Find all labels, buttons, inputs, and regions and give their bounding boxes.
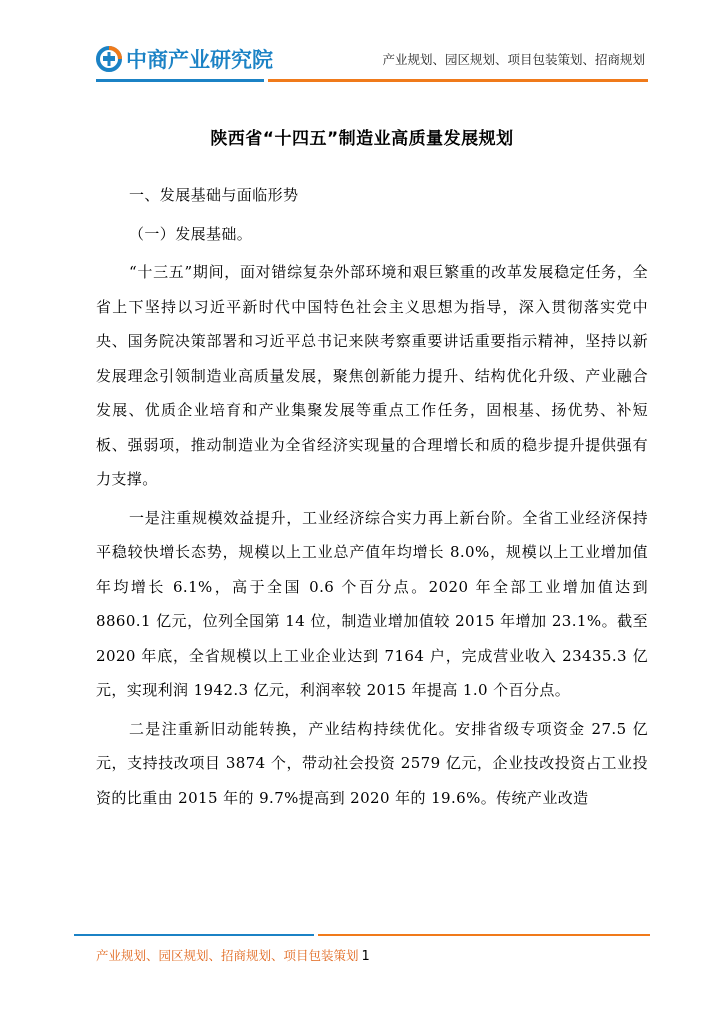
page-footer xyxy=(96,946,370,964)
footer-tagline: 产业规划、园区规划、招商规划、项目包装策划 xyxy=(96,948,359,963)
header-rule-orange xyxy=(268,79,648,82)
document-content xyxy=(96,178,648,819)
page-header xyxy=(0,0,724,90)
paragraph-scale-efficiency: 一是注重规模效益提升，工业经济综合实力再上新台阶。全省工业经济保持平稳较快增长态势，规模以上工业总产值年均增长 8.0%，规模以上工业增加值年均增长 6.1%，高于全国 0.6 个百分点。2020 年全部工业增加值达到 8860.1 亿元，位列全国第 14 位，制造业增加值较 2015 年增加 23.1%。截至 2020 年底，全省规模以上工业企业达到 7164 户，完成营业收入 23435.3 亿元，实现利润 1942.3 亿元，利润率较 2015 年提高 1.0 个百分点。 xyxy=(96,508,648,699)
footer-rule-orange xyxy=(318,934,650,936)
brand-logo xyxy=(96,44,273,74)
paragraph-intro: “十三五”期间，面对错综复杂外部环境和艰巨繁重的改革发展稳定任务，全省上下坚持以习近平新时代中国特色社会主义思想为指导，深入贯彻落实党中央、国务院决策部署和习近平总书记来陕考察重要讲话重要指示精神，坚持以新发展理念引领制造业高质量发展，聚焦创新能力提升、结构优化升级、产业融合发展、优质企业培育和产业集聚发展等重点工作任务，固根基、扬优势、补短板、强弱项，推动制造业为全省经济实现量的合理增长和质的稳步提升提供强有力支撑。 xyxy=(96,263,648,488)
page-number: 1 xyxy=(361,949,370,964)
subsection-heading: （一）发展基础。 xyxy=(129,224,253,243)
logo-mark-icon xyxy=(96,46,122,72)
section-heading: 一、发展基础与面临形势 xyxy=(129,186,299,204)
footer-rule-blue xyxy=(74,934,314,936)
paragraph-structure: 二是注重新旧动能转换，产业结构持续优化。安排省级专项资金 27.5 亿元，支持技改项目 3874 个，带动社会投资 2579 亿元，企业技改投资占工业投资的比重由 2015 年的 9.7%提高到 2020 年的 19.6%。传统产业改造 xyxy=(96,719,648,807)
header-rule-blue xyxy=(96,79,264,82)
logo-text: 中商产业研究院 xyxy=(126,48,273,72)
header-tagline: 产业规划、园区规划、项目包装策划、招商规划 xyxy=(382,52,645,67)
document-title: 陕西省“十四五”制造业高质量发展规划 xyxy=(210,129,514,149)
